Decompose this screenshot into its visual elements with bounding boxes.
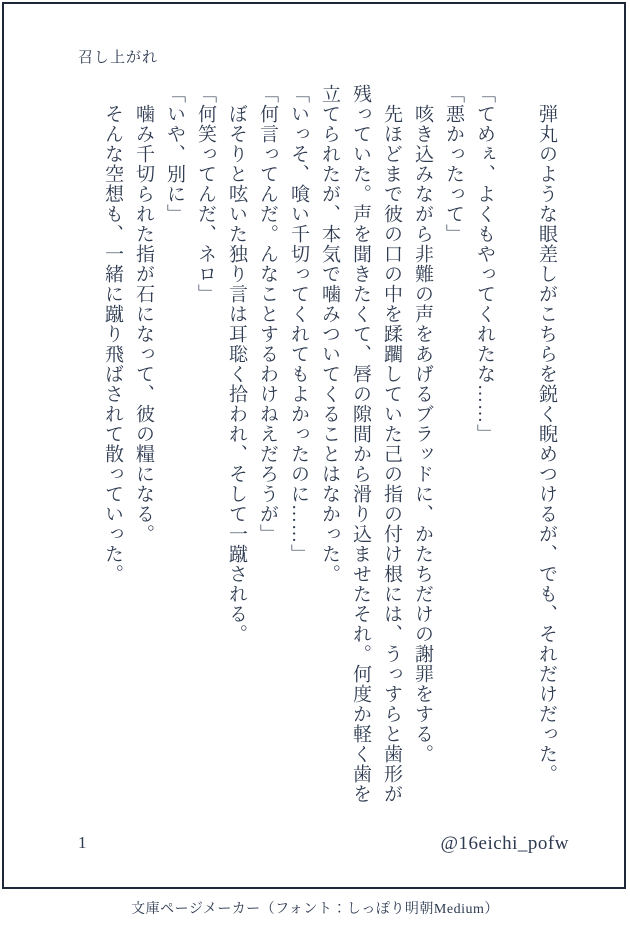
text-line: 「いっそ、喰い千切ってくれてもよかったのに……」	[288, 84, 309, 564]
author-handle: @16eichi_pofw	[440, 833, 569, 854]
text-line: ぼそりと呟いた独り言は耳聡く拾われ、そして一蹴される。	[226, 104, 247, 644]
story-title: 召し上がれ	[78, 50, 159, 66]
text-line: 噛み千切られた指が石になって、彼の糧になる。	[133, 104, 154, 544]
generator-caption: 文庫ページメーカー（フォント：しっぽり明朝Medium）	[131, 902, 499, 917]
text-line: 残っていた。声を聞きたくて、唇の隙間から滑り込ませたそれ。何度か軽く歯を	[350, 84, 371, 804]
text-line: 「何言ってんだ。んなことするわけねえだろうが」	[257, 84, 278, 544]
page-number: 1	[78, 833, 87, 852]
text-line: 「悪かったって」	[443, 84, 464, 244]
story-body	[97, 84, 562, 832]
text-line: そんな空想も、一緒に蹴り飛ばされて散っていった。	[102, 104, 123, 584]
text-line: 「何笑ってんだ、ネロ」	[195, 84, 216, 304]
text-line: 先ほどまで彼の口の中を蹂躙していた己の指の付け根には、うっすらと歯形が	[381, 104, 402, 804]
text-line: 「いや、別に」	[164, 84, 185, 224]
novel-page	[2, 2, 626, 889]
text-line: 咳き込みながら非難の声をあげるブラッドに、かたちだけの謝罪をする。	[412, 104, 433, 764]
text-line: 「てめぇ、よくもやってくれたな……」	[474, 84, 495, 444]
text-line: 立てられたが、本気で噛みついてくることはなかった。	[319, 84, 340, 584]
blank-line	[500, 84, 531, 832]
text-line: 弾丸のような眼差しがこちらを鋭く睨めつけるが、でも、それだけだった。	[536, 104, 557, 784]
